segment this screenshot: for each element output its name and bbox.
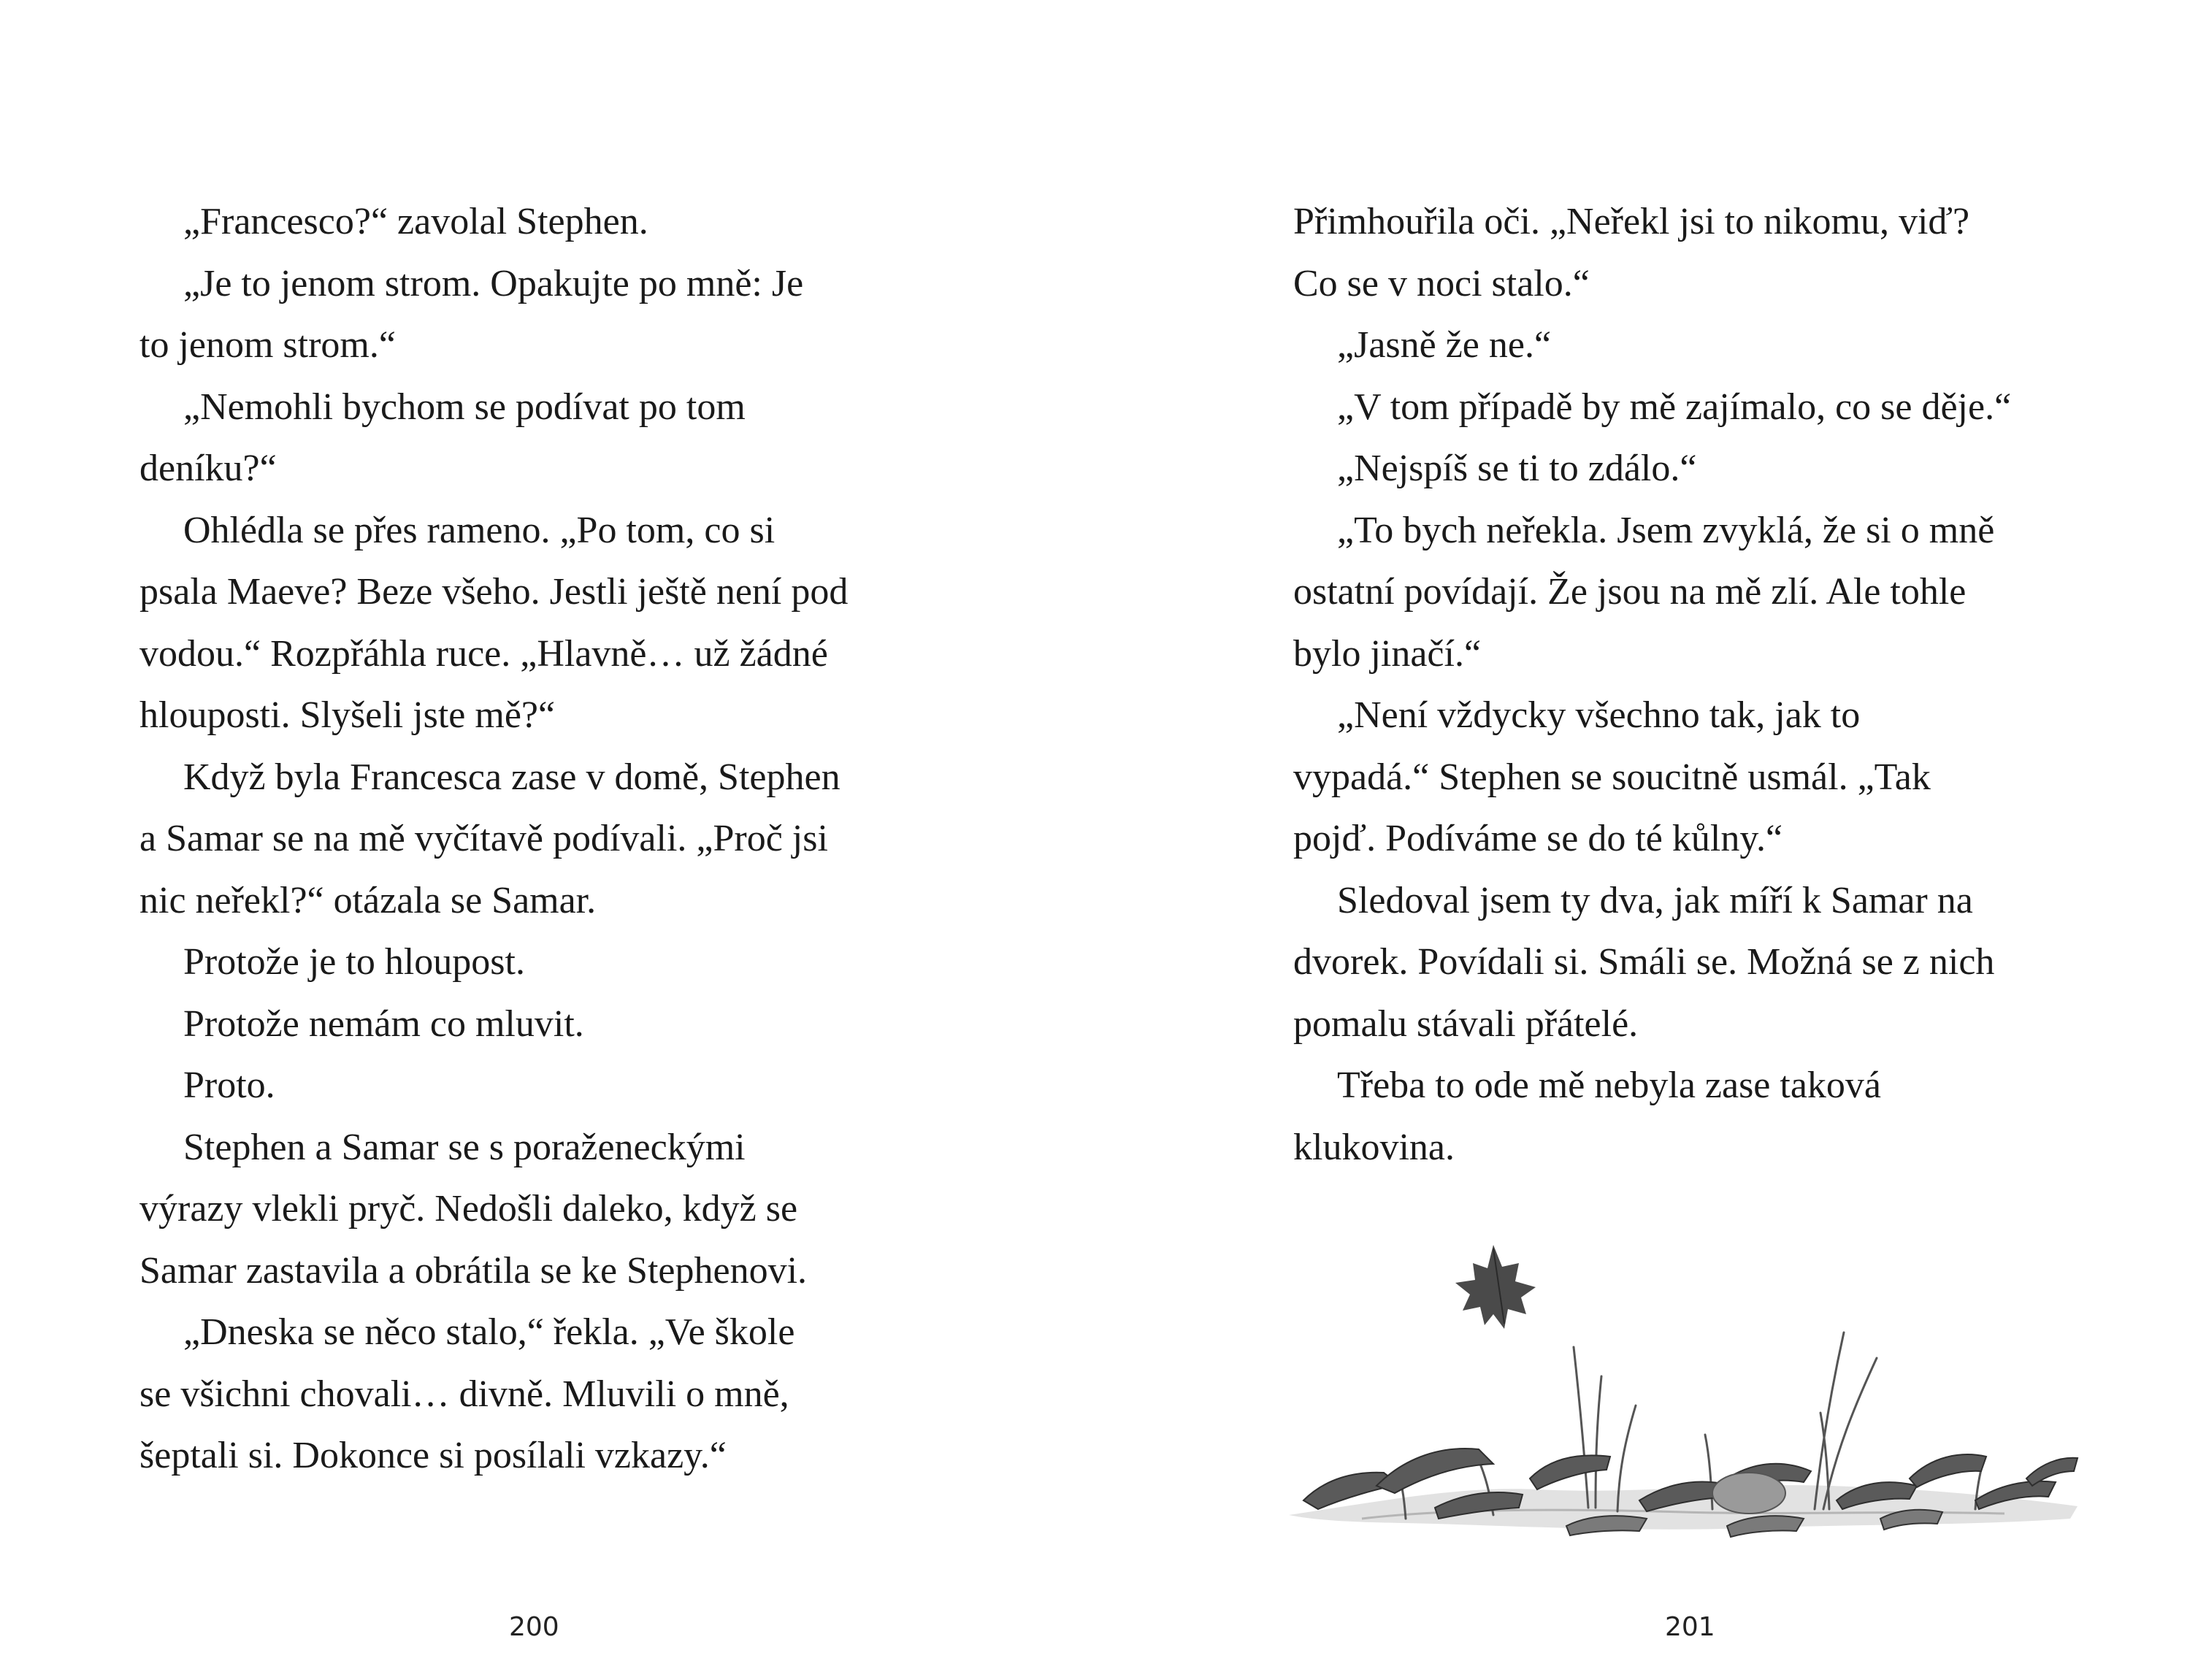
page-number: 201 — [1665, 1612, 1715, 1642]
text-line: to jenom strom.“ — [139, 324, 396, 366]
text-line: výrazy vlekli pryč. Nedošli daleko, když se — [139, 1188, 798, 1230]
text-line: dvorek. Povídali si. Smáli se. Možná se z nich — [1293, 941, 1995, 983]
text-line: šeptali si. Dokonce si posílali vzkazy.“ — [139, 1435, 727, 1476]
text-line: Co se v noci stalo.“ — [1293, 262, 1590, 304]
text-line: se všichni chovali… divně. Mluvili o mně, — [139, 1373, 789, 1415]
text-line: Protože je to hloupost. — [183, 941, 525, 983]
leaf-icon — [1455, 1245, 1536, 1329]
text-line: a Samar se na mě vyčítavě podívali. „Proč jsi — [139, 818, 828, 859]
text-line: Sledoval jsem ty dva, jak míří k Samar na — [1337, 879, 1973, 921]
text-line: deníku?“ — [139, 448, 277, 489]
text-line: pojď. Podíváme se do té kůlny.“ — [1293, 818, 1783, 859]
text-line: „Francesco?“ zavolal Stephen. — [183, 201, 648, 242]
left-page-text — [139, 191, 848, 1487]
text-line: ostatní povídají. Že jsou na mě zlí. Ale tohle — [1293, 571, 1967, 613]
text-line: klukovina. — [1293, 1126, 1455, 1168]
text-line: „Dneska se něco stalo,“ řekla. „Ve škole — [183, 1311, 795, 1353]
text-line: pomalu stávali přátelé. — [1293, 1002, 1639, 1045]
page-number: 200 — [509, 1612, 559, 1642]
text-line: Stephen a Samar se s poraženeckými — [183, 1126, 746, 1168]
text-line: Ohlédla se přes rameno. „Po tom, co si — [183, 509, 776, 551]
text-line: Proto. — [183, 1065, 275, 1106]
text-line: Když byla Francesca zase v domě, Stephen — [183, 756, 840, 798]
text-line: „Nejspíš se ti to zdálo.“ — [1337, 448, 1697, 489]
text-line: Přimhouřila oči. „Neřekl jsi to nikomu, viď? — [1293, 201, 1970, 242]
text-line: „Není vždycky všechno tak, jak to — [1337, 694, 1861, 736]
text-line: Protože nemám co mluvit. — [183, 1002, 584, 1045]
text-line: „To bych neřekla. Jsem zvyklá, že si o mně — [1337, 509, 1995, 551]
text-line: „Nemohli bychom se podívat po tom — [183, 386, 746, 428]
text-line: hlouposti. Slyšeli jste mě?“ — [139, 694, 556, 736]
right-page — [1099, 0, 2198, 1680]
right-page-text — [1293, 191, 2011, 1178]
text-line: bylo jinačí.“ — [1293, 632, 1482, 675]
text-line: psala Maeve? Beze všeho. Jestli ještě není pod — [139, 571, 849, 613]
text-line: „Je to jenom strom. Opakujte po mně: Je — [183, 262, 804, 304]
text-line: Samar zastavila a obrátila se ke Stephenovi. — [139, 1249, 808, 1292]
text-line: „V tom případě by mě zajímalo, co se děje.“ — [1337, 386, 2012, 428]
text-line: vodou.“ Rozpřáhla ruce. „Hlavně… už žádné — [139, 632, 828, 675]
text-line: Třeba to ode mě nebyla zase taková — [1337, 1065, 1881, 1106]
text-line: „Jasně že ne.“ — [1337, 324, 1552, 366]
text-line: nic neřekl?“ otázala se Samar. — [139, 879, 597, 921]
fallen-leaves-illustration — [1274, 1238, 2092, 1551]
text-line: vypadá.“ Stephen se soucitně usmál. „Tak — [1293, 756, 1931, 798]
